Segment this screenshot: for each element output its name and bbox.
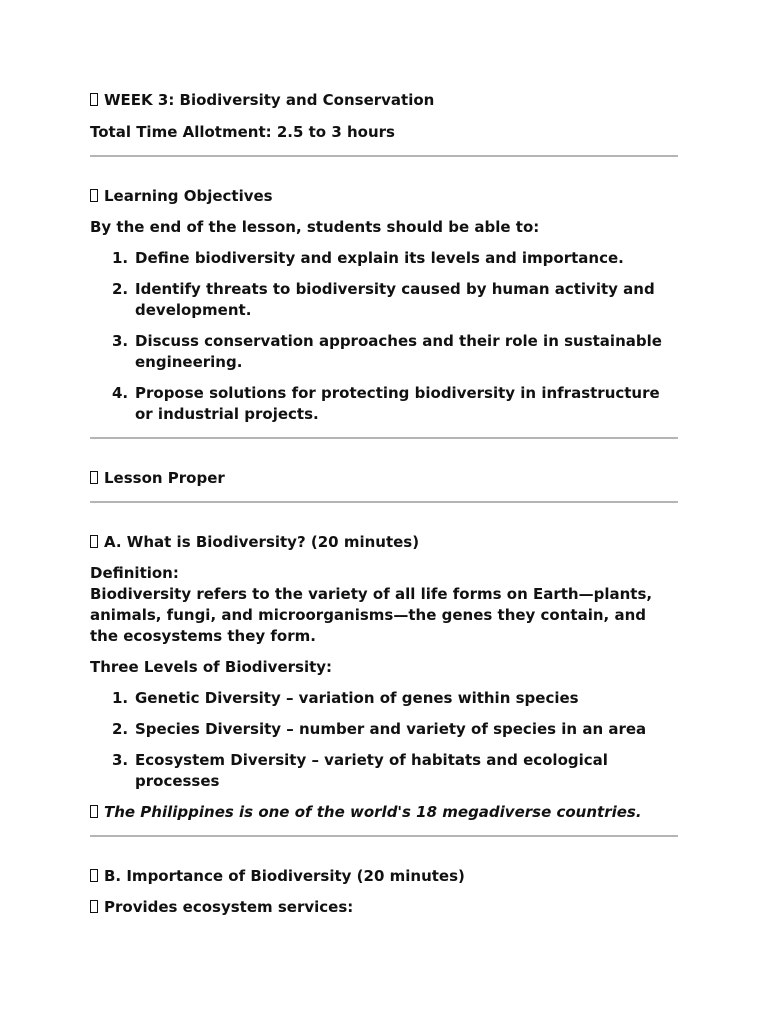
document-title [90,90,678,111]
definition-text: Biodiversity refers to the variety of all life forms on Earth—plants, animals, fungi, and microorganisms—the genes they contain, and the ecosystems they form. [90,585,653,645]
lesson-proper-text: Lesson Proper [104,469,225,487]
list-item-text: Identify threats to biodiversity caused by human activity and development. [135,280,655,319]
missing-glyph-icon [90,189,98,202]
lesson-proper-heading [90,468,678,489]
list-item-text: Define biodiversity and explain its levels and importance. [135,249,624,267]
list-item [90,750,678,792]
list-number: 2. [112,280,129,298]
section-b-heading [90,866,678,887]
list-item [90,248,678,269]
ecosystem-services-label [90,897,678,918]
megadiverse-note [90,802,678,823]
list-item [90,383,678,425]
list-item [90,331,678,373]
missing-glyph-icon [90,93,98,106]
ecosystem-services-text: Provides ecosystem services: [104,898,354,916]
megadiverse-note-text: The Philippines is one of the world's 18 megadiverse countries. [104,803,642,821]
divider [90,835,678,837]
list-item-text: Propose solutions for protecting biodiversity in infrastructure or industrial projects. [135,384,660,423]
list-item-text: Ecosystem Diversity – variety of habitats and ecological processes [135,751,608,790]
levels-heading: Three Levels of Biodiversity: [90,658,333,676]
document-page [90,90,678,918]
list-number: 4. [112,384,129,402]
divider [90,501,678,503]
divider [90,437,678,439]
list-number: 3. [112,332,129,350]
objectives-list [90,248,678,425]
section-a-heading [90,532,678,553]
time-allotment: Total Time Allotment: 2.5 to 3 hours [90,123,395,141]
missing-glyph-icon [90,535,98,548]
levels-list [90,688,678,792]
objectives-heading-text: Learning Objectives [104,187,273,205]
missing-glyph-icon [90,869,98,882]
missing-glyph-icon [90,900,98,913]
objectives-intro: By the end of the lesson, students should be able to: [90,218,540,236]
list-item-text: Genetic Diversity – variation of genes within species [135,689,579,707]
section-b-heading-text: B. Importance of Biodiversity (20 minutes) [104,867,465,885]
list-item [90,279,678,321]
list-number: 1. [112,249,129,267]
definition-label: Definition: [90,564,179,582]
list-number: 2. [112,720,129,738]
missing-glyph-icon [90,471,98,484]
list-item [90,719,678,740]
list-item [90,688,678,709]
list-number: 3. [112,751,129,769]
list-item-text: Discuss conservation approaches and their role in sustainable engineering. [135,332,662,371]
objectives-heading [90,186,678,207]
missing-glyph-icon [90,805,98,818]
section-a-heading-text: A. What is Biodiversity? (20 minutes) [104,533,420,551]
divider [90,155,678,157]
list-number: 1. [112,689,129,707]
title-text: WEEK 3: Biodiversity and Conservation [104,91,435,109]
list-item-text: Species Diversity – number and variety of species in an area [135,720,647,738]
